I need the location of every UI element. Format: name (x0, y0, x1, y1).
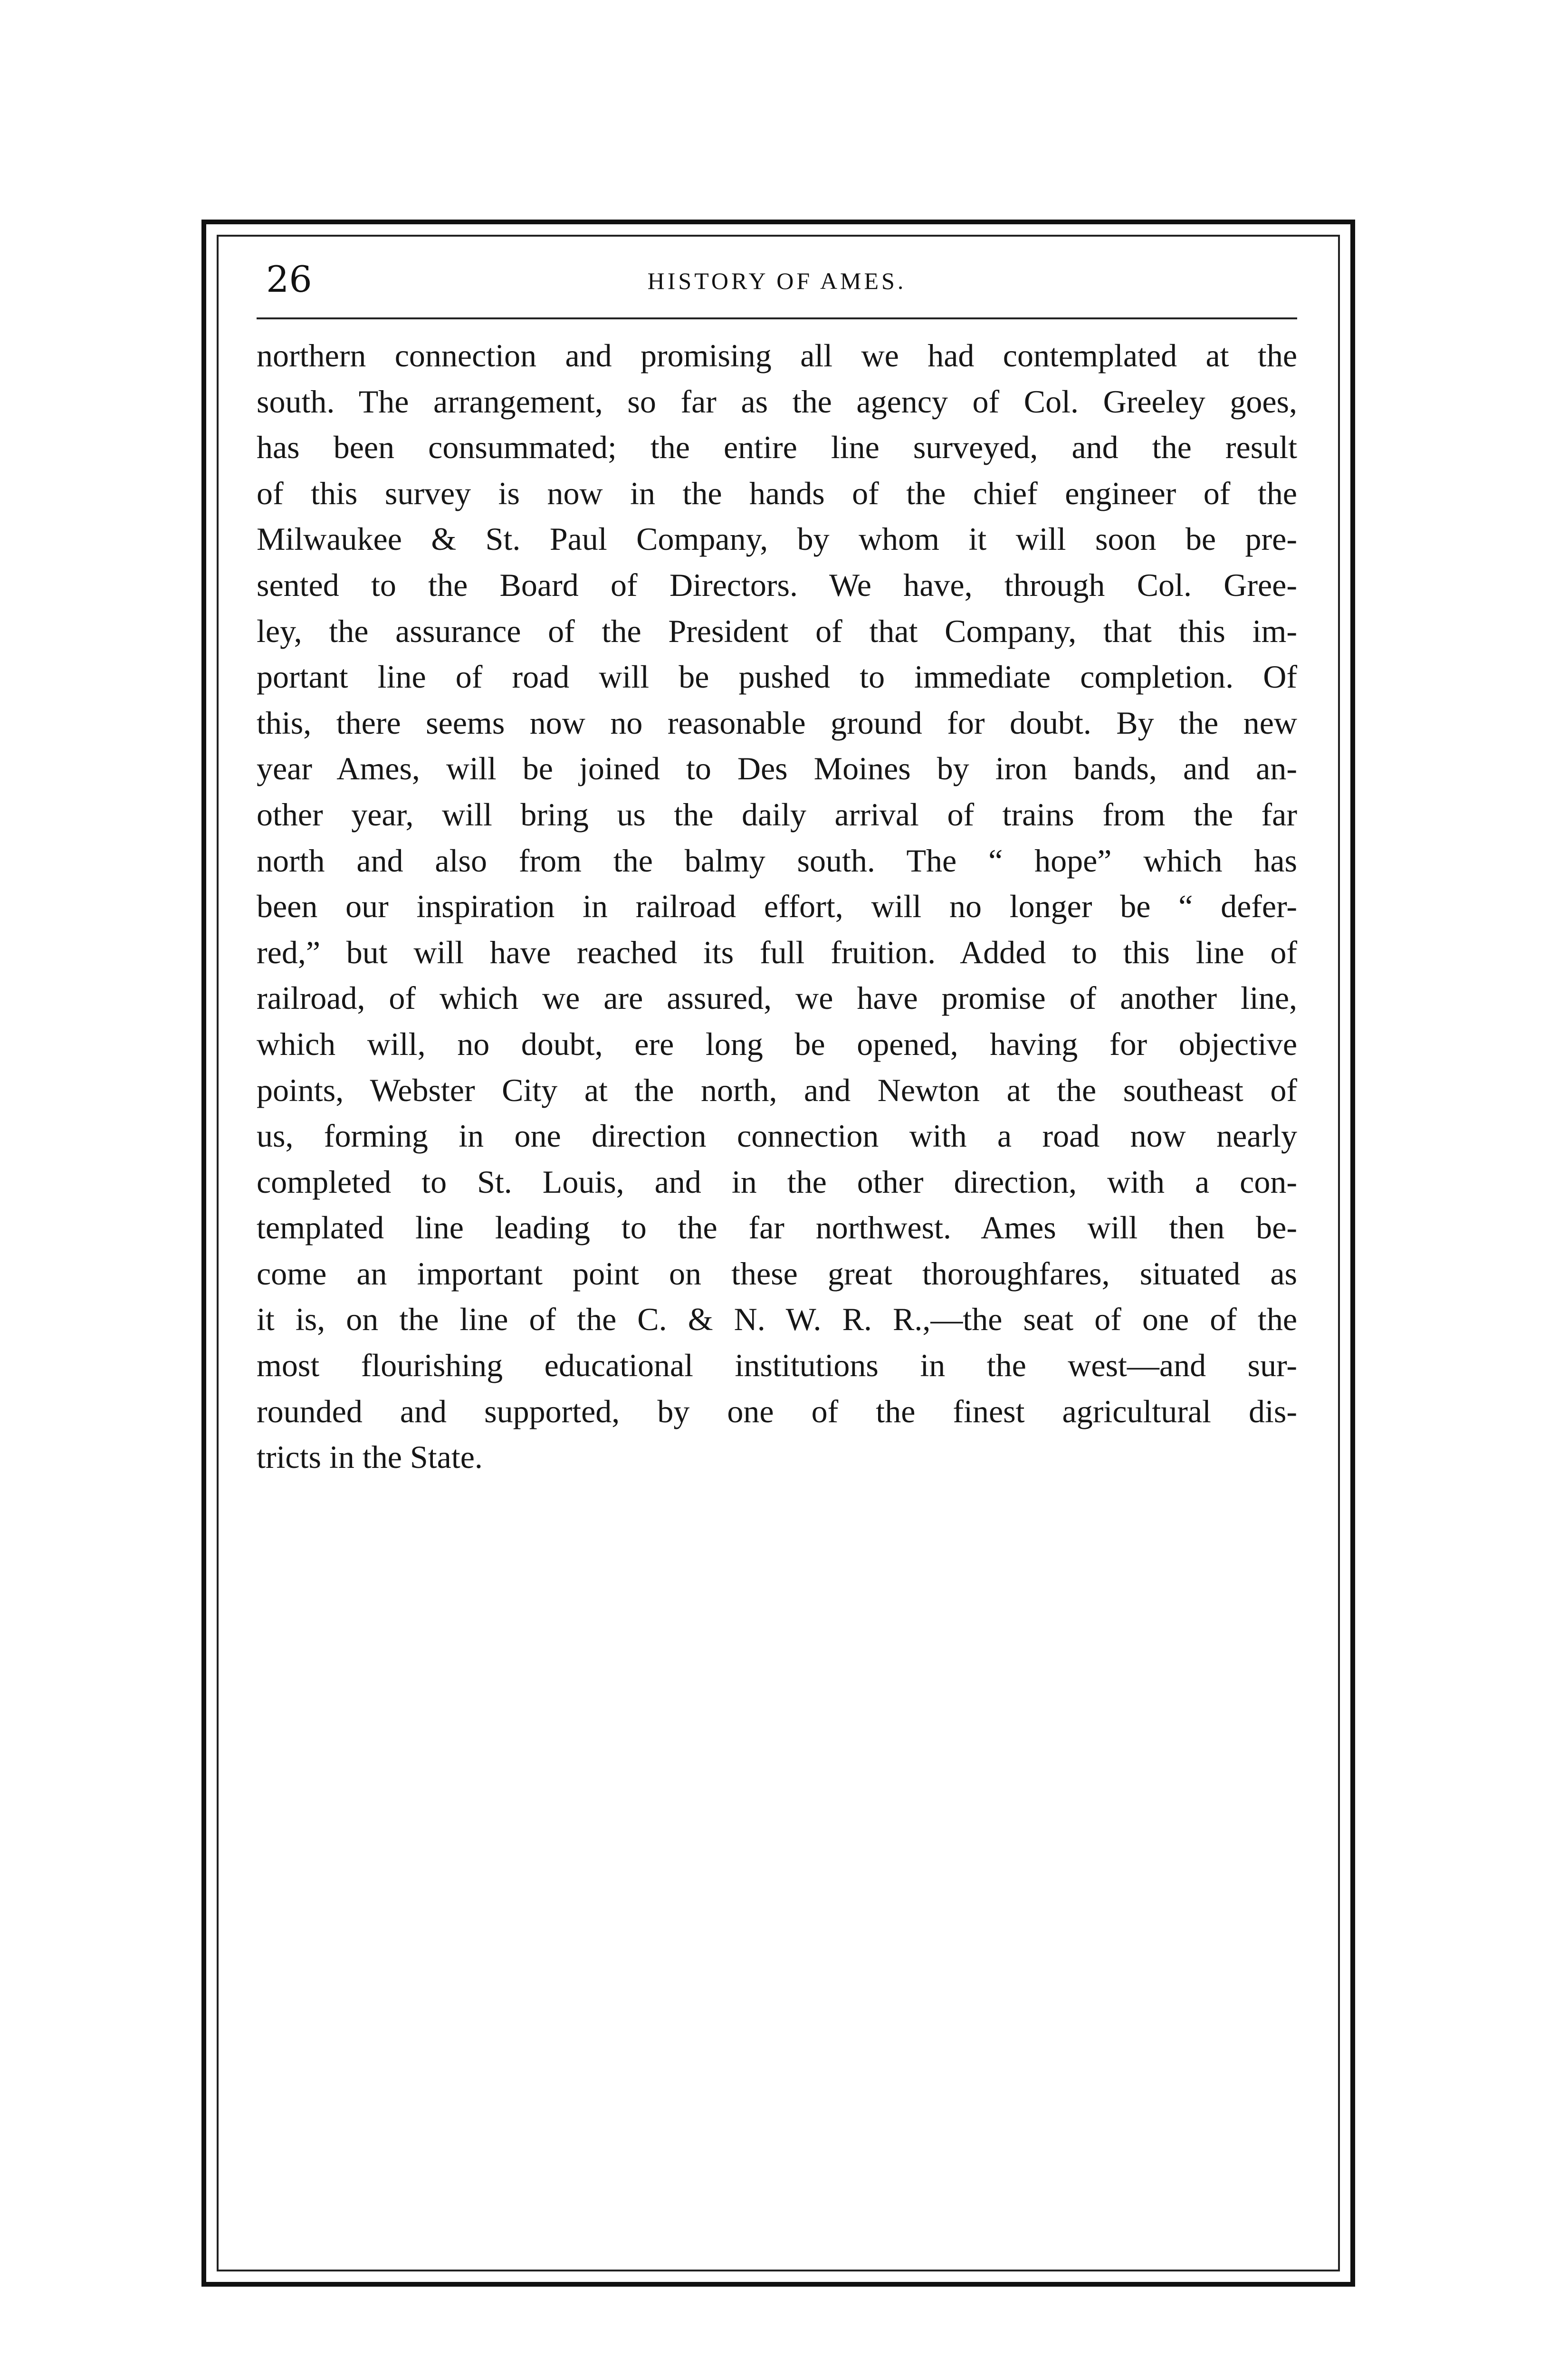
text-line: completed to St. Louis, and in the other direction, with a con- (257, 1163, 1297, 1200)
text-line: points, Webster City at the north, and Newton at the southeast of (257, 1072, 1297, 1108)
text-line: Milwaukee & St. Paul Company, by whom it will soon be pre- (257, 521, 1297, 557)
body-paragraph (257, 333, 1297, 1480)
text-line: northern connection and promising all we had contemplated at the (257, 337, 1297, 374)
text-line: has been consummated; the entire line surveyed, and the result (257, 429, 1297, 466)
text-line: it is, on the line of the C. & N. W. R. R.,—the seat of one of the (257, 1301, 1297, 1338)
text-line: red,” but will have reached its full fruition. Added to this line of (257, 934, 1297, 970)
text-line: ley, the assurance of the President of that Company, that this im- (257, 613, 1297, 649)
text-line: us, forming in one direction connection with a road now nearly (257, 1118, 1297, 1154)
text-line: tricts in the State. (257, 1439, 483, 1475)
text-line: north and also from the balmy south. The “ hope” which has (257, 842, 1297, 879)
running-title: HISTORY OF AMES. (647, 268, 907, 294)
text-line: sented to the Board of Directors. We have, through Col. Gree- (257, 566, 1297, 603)
text-line: portant line of road will be pushed to immediate completion. Of (257, 659, 1297, 695)
text-line: this, there seems now no reasonable ground for doubt. By the new (257, 704, 1297, 741)
text-line: south. The arrangement, so far as the agency of Col. Greeley goes, (257, 383, 1297, 420)
text-line: other year, will bring us the daily arrival of trains from the far (257, 796, 1297, 833)
text-line: railroad, of which we are assured, we have promise of another line, (257, 980, 1297, 1016)
running-head (257, 251, 1297, 308)
text-line: been our inspiration in railroad effort, will no longer be “ defer- (257, 888, 1297, 925)
text-line: which will, no doubt, ere long be opened, having for objective (257, 1025, 1297, 1062)
text-line: most flourishing educational institutions in the west—and sur- (257, 1347, 1297, 1384)
text-line: year Ames, will be joined to Des Moines by iron bands, and an- (257, 750, 1297, 787)
page-number: 26 (266, 258, 312, 300)
text-line: come an important point on these great thoroughfares, situated as (257, 1255, 1297, 1292)
header-rule (257, 317, 1297, 319)
text-line: templated line leading to the far northwest. Ames will then be- (257, 1209, 1297, 1246)
text-line: of this survey is now in the hands of the chief engineer of the (257, 475, 1297, 511)
text-line: rounded and supported, by one of the finest agricultural dis- (257, 1393, 1297, 1429)
